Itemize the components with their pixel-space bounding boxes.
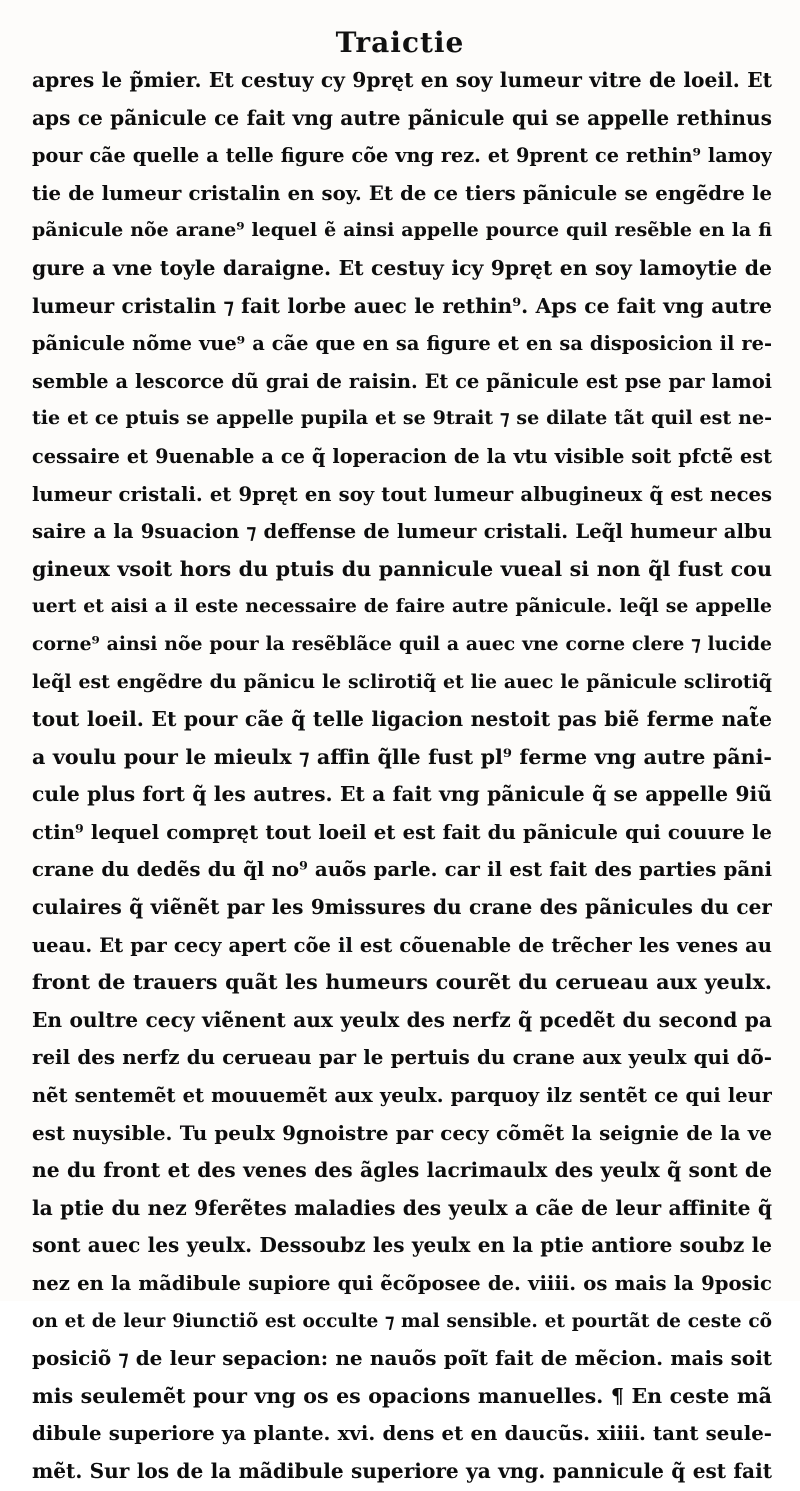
- text-line: est nuysible. Tu peulx 9gnoistre par cecy cõmẽt la seignie de la ve: [32, 1120, 772, 1145]
- text-line: pãnicule nõe arane⁹ lequel ẽ ainsi appelle pource quil resẽble en la fi: [32, 219, 772, 242]
- text-line: nẽt sentemẽt et mouuemẽt aux yeulx. parquoy ilz sentẽt ce qui leur: [32, 1084, 772, 1108]
- text-line: lumeur cristali. et 9pręt en soy tout lumeur albugineux q̃ est neces: [32, 482, 772, 506]
- text-line: cessaire et 9uenable a ce q̃ loperacion de la vtu visible soit pfctẽ est: [32, 444, 772, 468]
- text-line: pãnicule nõme vue⁹ a cãe que en sa figure et en sa disposicion il re‑: [32, 332, 772, 356]
- text-line: front de trauers quãt les humeurs courẽt du cerueau aux yeulx.: [32, 970, 772, 995]
- text-line: sont auec les yeulx. Dessoubz les yeulx en la ptie antiore soubz le: [32, 1233, 772, 1258]
- text-line: tie et ce ptuis se appelle pupila et se 9trait ⁊ se dilate tãt quil est ne‑: [32, 407, 772, 430]
- text-line: uert et aisi a il este necessaire de faire autre pãnicule. leq̃l se appelle: [32, 595, 772, 618]
- text-line: tout loeil. Et pour cãe q̃ telle ligacion nestoit pas biẽ ferme nat̃e: [32, 707, 772, 732]
- text-line: En oultre cecy viẽnent aux yeulx des nerfz q̃ pcedẽt du second pa: [32, 1007, 772, 1032]
- text-line: la ptie du nez 9ferẽtes maladies des yeulx a cãe de leur affinite q̃: [32, 1195, 772, 1220]
- text-line: a voulu pour le mieulx ⁊ affin q̃lle fust pl⁹ ferme vng autre pãni‑: [32, 744, 772, 769]
- text-line: gure a vne toyle daraigne. Et cestuy icy 9pręt en soy lamoytie de: [32, 255, 772, 280]
- text-line: gineux vsoit hors du ptuis du pannicule vueal si non q̃l fust cou: [32, 556, 772, 581]
- text-line: mis seulemẽt pour vng os es opacions manuelles. ¶ En ceste mã: [32, 1383, 772, 1408]
- text-line: reil des nerfz du cerueau par le pertuis du crane aux yeulx qui dõ‑: [32, 1045, 772, 1070]
- text-line: mẽt. Sur los de la mãdibule superiore ya vng. pannicule q̃ est fait: [32, 1458, 772, 1483]
- running-head: Traictie: [335, 26, 465, 59]
- text-line: ne du front et des venes des ãgles lacrimaulx des yeulx q̃ sont de: [32, 1158, 772, 1183]
- text-line: lumeur cristalin ⁊ fait lorbe auec le rethin⁹. Aps ce fait vng autre: [32, 293, 772, 318]
- text-line: apres le p̃mier. Et cestuy cy 9pręt en soy lumeur vitre de loeil. Et: [32, 68, 772, 92]
- body-text: [32, 62, 772, 1491]
- text-line: posiciõ ⁊ de leur sepacion: ne nauõs poĩt fait de mẽcion. mais soit: [32, 1346, 772, 1371]
- text-line: saire a la 9suacion ⁊ deffense de lumeur cristali. Leq̃l humeur albu: [32, 520, 772, 544]
- text-line: semble a lescorce dũ grai de raisin. Et ce pãnicule est pse par lamoi: [32, 369, 772, 393]
- text-line: dibule superiore ya plante. xvi. dens et en daucũs. xiiii. tant seule‑: [32, 1421, 772, 1446]
- text-line: on et de leur 9iunctiõ est occulte ⁊ mal sensible. et pourtãt de ceste cõ: [32, 1310, 772, 1332]
- text-line: nez en la mãdibule supiore qui ẽcõposee de. viiii. os mais la 9posic: [32, 1272, 772, 1295]
- text-line: leq̃l est engẽdre du pãnicu le sclirotiq̃ et lie auec le pãnicule sclirotiq̃: [32, 670, 772, 693]
- text-line: aps ce pãnicule ce fait vng autre pãnicule qui se appelle rethinus: [32, 105, 772, 130]
- text-line: ctin⁹ lequel compręt tout loeil et est fait du pãnicule qui couure le: [32, 819, 772, 844]
- text-line: cule plus fort q̃ les autres. Et a fait vng pãnicule q̃ se appelle 9iũ: [32, 782, 772, 807]
- text-line: tie de lumeur cristalin en soy. Et de ce tiers pãnicule se engẽdre le: [32, 181, 772, 205]
- text-line: crane du dedẽs du q̃l no⁹ auõs parle. car il est fait des parties pãni: [32, 857, 772, 882]
- text-line: pour cãe quelle a telle figure cõe vng rez. et 9prent ce rethin⁹ lamoy: [32, 144, 772, 168]
- text-line: corne⁹ ainsi nõe pour la resẽblãce quil a auec vne corne clere ⁊ lucide: [32, 632, 772, 655]
- text-line: culaires q̃ viẽnẽt par les 9missures du crane des pãnicules du cer: [32, 895, 772, 920]
- text-line: ueau. Et par cecy apert cõe il est cõuenable de trẽcher les venes au: [32, 933, 772, 957]
